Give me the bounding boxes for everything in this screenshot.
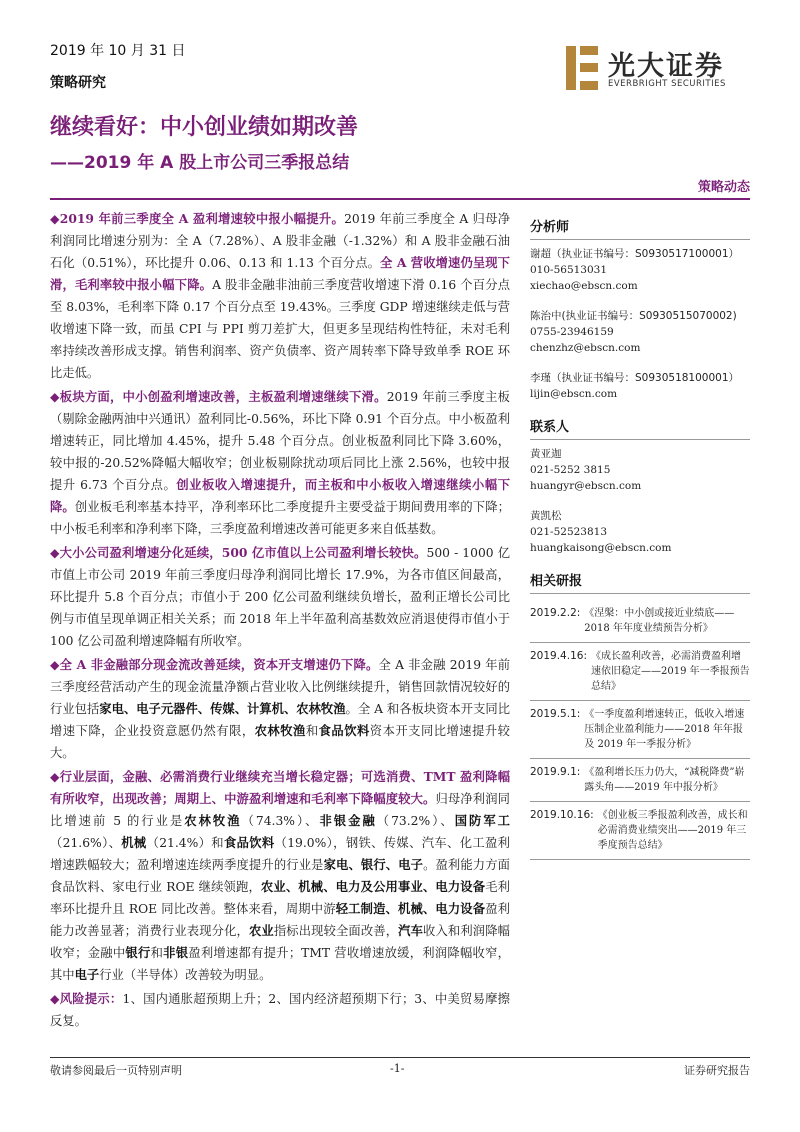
research-date: 2019.9.1: — [530, 766, 581, 778]
research-date: 2019.10.16: — [530, 809, 594, 821]
contact-email[interactable]: huangkaisong@ebscn.com — [530, 542, 672, 554]
summary-paragraph-boards: ◆板块方面，中小创盈利增速改善，主板盈利增速继续下滑。2019 年前三季度主板（剔除金融两油中兴通讯）盈利同比-0.56%，环比下降 0.91 个百分点。中小板盈利增速转正，同比增加 4.45%，提升 5.48 个百分点。创业板盈利同比下降 3.60%，较中报的-20.52%降幅大幅收窄；创业板剔除扰动项后同比上涨 2.56%，也较中报提升 6.73 个百分点。创业板收入增速提升，而主板和中小板收入增速继续小幅下降。创业板毛利率基本持平，净利率环比二季度提升主要受益于期间费用率的下降；中小板毛利率和净利率下降，三季度盈利增速改善可能更多来自低基数。 — [50, 389, 510, 536]
research-title: 《涅槃：中小创或接近业绩底——2018 年年度业绩预告分析》 — [584, 608, 735, 634]
contact-name: 黄亚迦 — [530, 448, 562, 460]
page-number: -1- — [390, 1062, 405, 1075]
research-title: 《一季度盈利增速转正，低收入增速压制企业盈利能力——2018 年年报及 2019 年一季报分析》 — [584, 709, 745, 750]
related-research-heading: 相关研报 — [530, 570, 750, 594]
summary-paragraph-profit: ◆2019 年前三季度全 A 盈利增速较中报小幅提升。2019 年前三季度全 A 归母净利润同比增速分别为：全 A（7.28%）、A 股非金融（-1.32%）和 A 股非金融石油石化（0.51%），环比提升 0.06、0.13 和 1.13 个百分点。全 A 营收增速仍呈现下滑，毛利率较中报小幅下降。A 股非金融非油前三季度营收增速下滑 0.16 个百分点至 8.03%，毛利率下降 0.17 个百分点至 19.43%。三季度 GDP 增速继续走低与营收增速下降一致，而虽 CPI 与 PPI 剪刀差扩大，但更多呈现结构性特征，未对毛利率持续改善形成支撑。销售利润率、资产负债率、资产周转率下降导致单季 ROE 环比走低。 — [50, 211, 510, 380]
company-logo — [566, 44, 756, 94]
analyst-name: 陈治中(执业证书编号：S0930515070002) — [530, 310, 737, 322]
analyst-phone: 010-56513031 — [530, 264, 608, 276]
contacts-heading: 联系人 — [530, 416, 750, 440]
research-date: 2019.5.1: — [530, 708, 581, 720]
logo-english-name: EVERBRIGHT SECURITIES — [608, 79, 726, 89]
analyst-entry — [530, 370, 750, 402]
contact-phone: 021-5252 3815 — [530, 464, 611, 476]
report-title: 继续看好：中小创业绩如期改善 — [50, 115, 359, 140]
contact-phone: 021-52523813 — [530, 526, 608, 538]
analyst-email[interactable]: xiechao@ebscn.com — [530, 280, 638, 292]
report-category: 策略研究 — [50, 75, 106, 91]
research-item[interactable] — [530, 600, 750, 643]
contact-entry — [530, 446, 750, 494]
main-content — [50, 208, 510, 1034]
analyst-email[interactable]: lijin@ebscn.com — [530, 388, 618, 400]
report-date: 2019 年 10 月 31 日 — [50, 43, 186, 59]
logo-chinese-name: 光大证券 — [608, 51, 724, 82]
analyst-entry — [530, 308, 750, 356]
analyst-entry — [530, 246, 750, 294]
report-subtitle: ——2019 年 A 股上市公司三季报总结 — [50, 153, 350, 173]
header-divider — [50, 198, 750, 200]
sidebar — [530, 208, 750, 860]
research-date: 2019.2.2: — [530, 607, 581, 619]
summary-paragraph-industry: ◆行业层面，金融、必需消费行业继续充当增长稳定器；可选消费、TMT 盈利降幅有所收窄，出现改善；周期上、中游盈利增速和毛利率下降幅度较大。归母净利润同比增速前 5 的行业是农林牧渔（74.3%）、非银金融（73.2%）、国防军工（21.6%）、机械（21.4%）和食品饮料（19.0%），钢铁、传媒、汽车、化工盈利增速跌幅较大；盈利增速连续两季度提升的行业是家电、银行、电子。盈利能力方面食品饮料、家电行业 ROE 继续领跑，农业、机械、电力及公用事业、电力设备毛利率环比提升且 ROE 同比改善。整体来看，周期中游轻工制造、机械、电力设备盈利能力改善显著；消费行业表现分化，农业指标出现较全面改善，汽车收入和利润降幅收窄；金融中银行和非银盈利增速都有提升；TMT 营收增速放缓，利润降幅收窄，其中电子行业（半导体）改善较为明显。 — [50, 769, 510, 982]
footer-divider — [50, 1057, 750, 1058]
contact-name: 黄凯松 — [530, 510, 562, 522]
contact-entry — [530, 508, 750, 556]
analysts-heading: 分析师 — [530, 216, 750, 240]
research-item[interactable] — [530, 759, 750, 802]
contact-email[interactable]: huangyr@ebscn.com — [530, 480, 642, 492]
report-type-label: 策略动态 — [697, 180, 750, 195]
research-item[interactable] — [530, 701, 750, 759]
analyst-name: 李瑾（执业证书编号：S0930518100001） — [530, 372, 740, 384]
everbright-logo-icon — [566, 46, 598, 90]
research-title: 《创业板三季报盈利改善，成长和必需消费业绩突出——2019 年三季度预告总结》 — [597, 810, 748, 851]
summary-paragraph-cashflow: ◆全 A 非金融部分现金流改善延续，资本开支增速仍下降。全 A 非金融 2019 年前三季度经营活动产生的现金流量净额占营业收入比例继续提升，销售回款情况较好的行业包括家电、电子元器件、传媒、计算机、农林牧渔。全 A 和各板块资本开支同比增速下降，企业投资意愿仍然有限，农林牧渔和食品饮料资本开支同比增速提升较大。 — [50, 657, 511, 760]
summary-paragraph-risk: ◆风险提示：1、国内通胀超预期上升；2、国内经济超预期下行；3、中美贸易摩擦反复。 — [50, 991, 510, 1028]
research-title: 《盈利增长压力仍大，“减税降费”崭露头角——2019 年中报分析》 — [584, 767, 745, 793]
footer-disclaimer: 敬请参阅最后一页特别声明 — [50, 1064, 182, 1077]
analyst-email[interactable]: chenzhz@ebscn.com — [530, 342, 641, 354]
footer-report-label: 证券研究报告 — [684, 1064, 750, 1077]
research-item[interactable] — [530, 802, 750, 860]
research-date: 2019.4.16: — [530, 650, 587, 662]
research-title: 《成长盈利改善，必需消费盈利增速依旧稳定——2019 年一季报预告总结》 — [590, 651, 750, 692]
research-item[interactable] — [530, 643, 750, 701]
summary-paragraph-market-cap: ◆大小公司盈利增速分化延续，500 亿市值以上公司盈利增长较快。500 - 1000 亿市值上市公司 2019 年前三季度归母净利润同比增长 17.9%，为各市值区间最高，环比提升 5.8 个百分点；市值小于 200 亿公司盈利继续负增长，盈利正增长公司比例与市值呈现单调正相关关系；而 2018 年上半年盈利高基数效应消退使得市值小于 100 亿公司盈利增速降幅有所收窄。 — [50, 545, 510, 648]
analyst-phone: 0755-23946159 — [530, 326, 614, 338]
analyst-name: 谢超（执业证书编号：S0930517100001） — [530, 248, 740, 260]
